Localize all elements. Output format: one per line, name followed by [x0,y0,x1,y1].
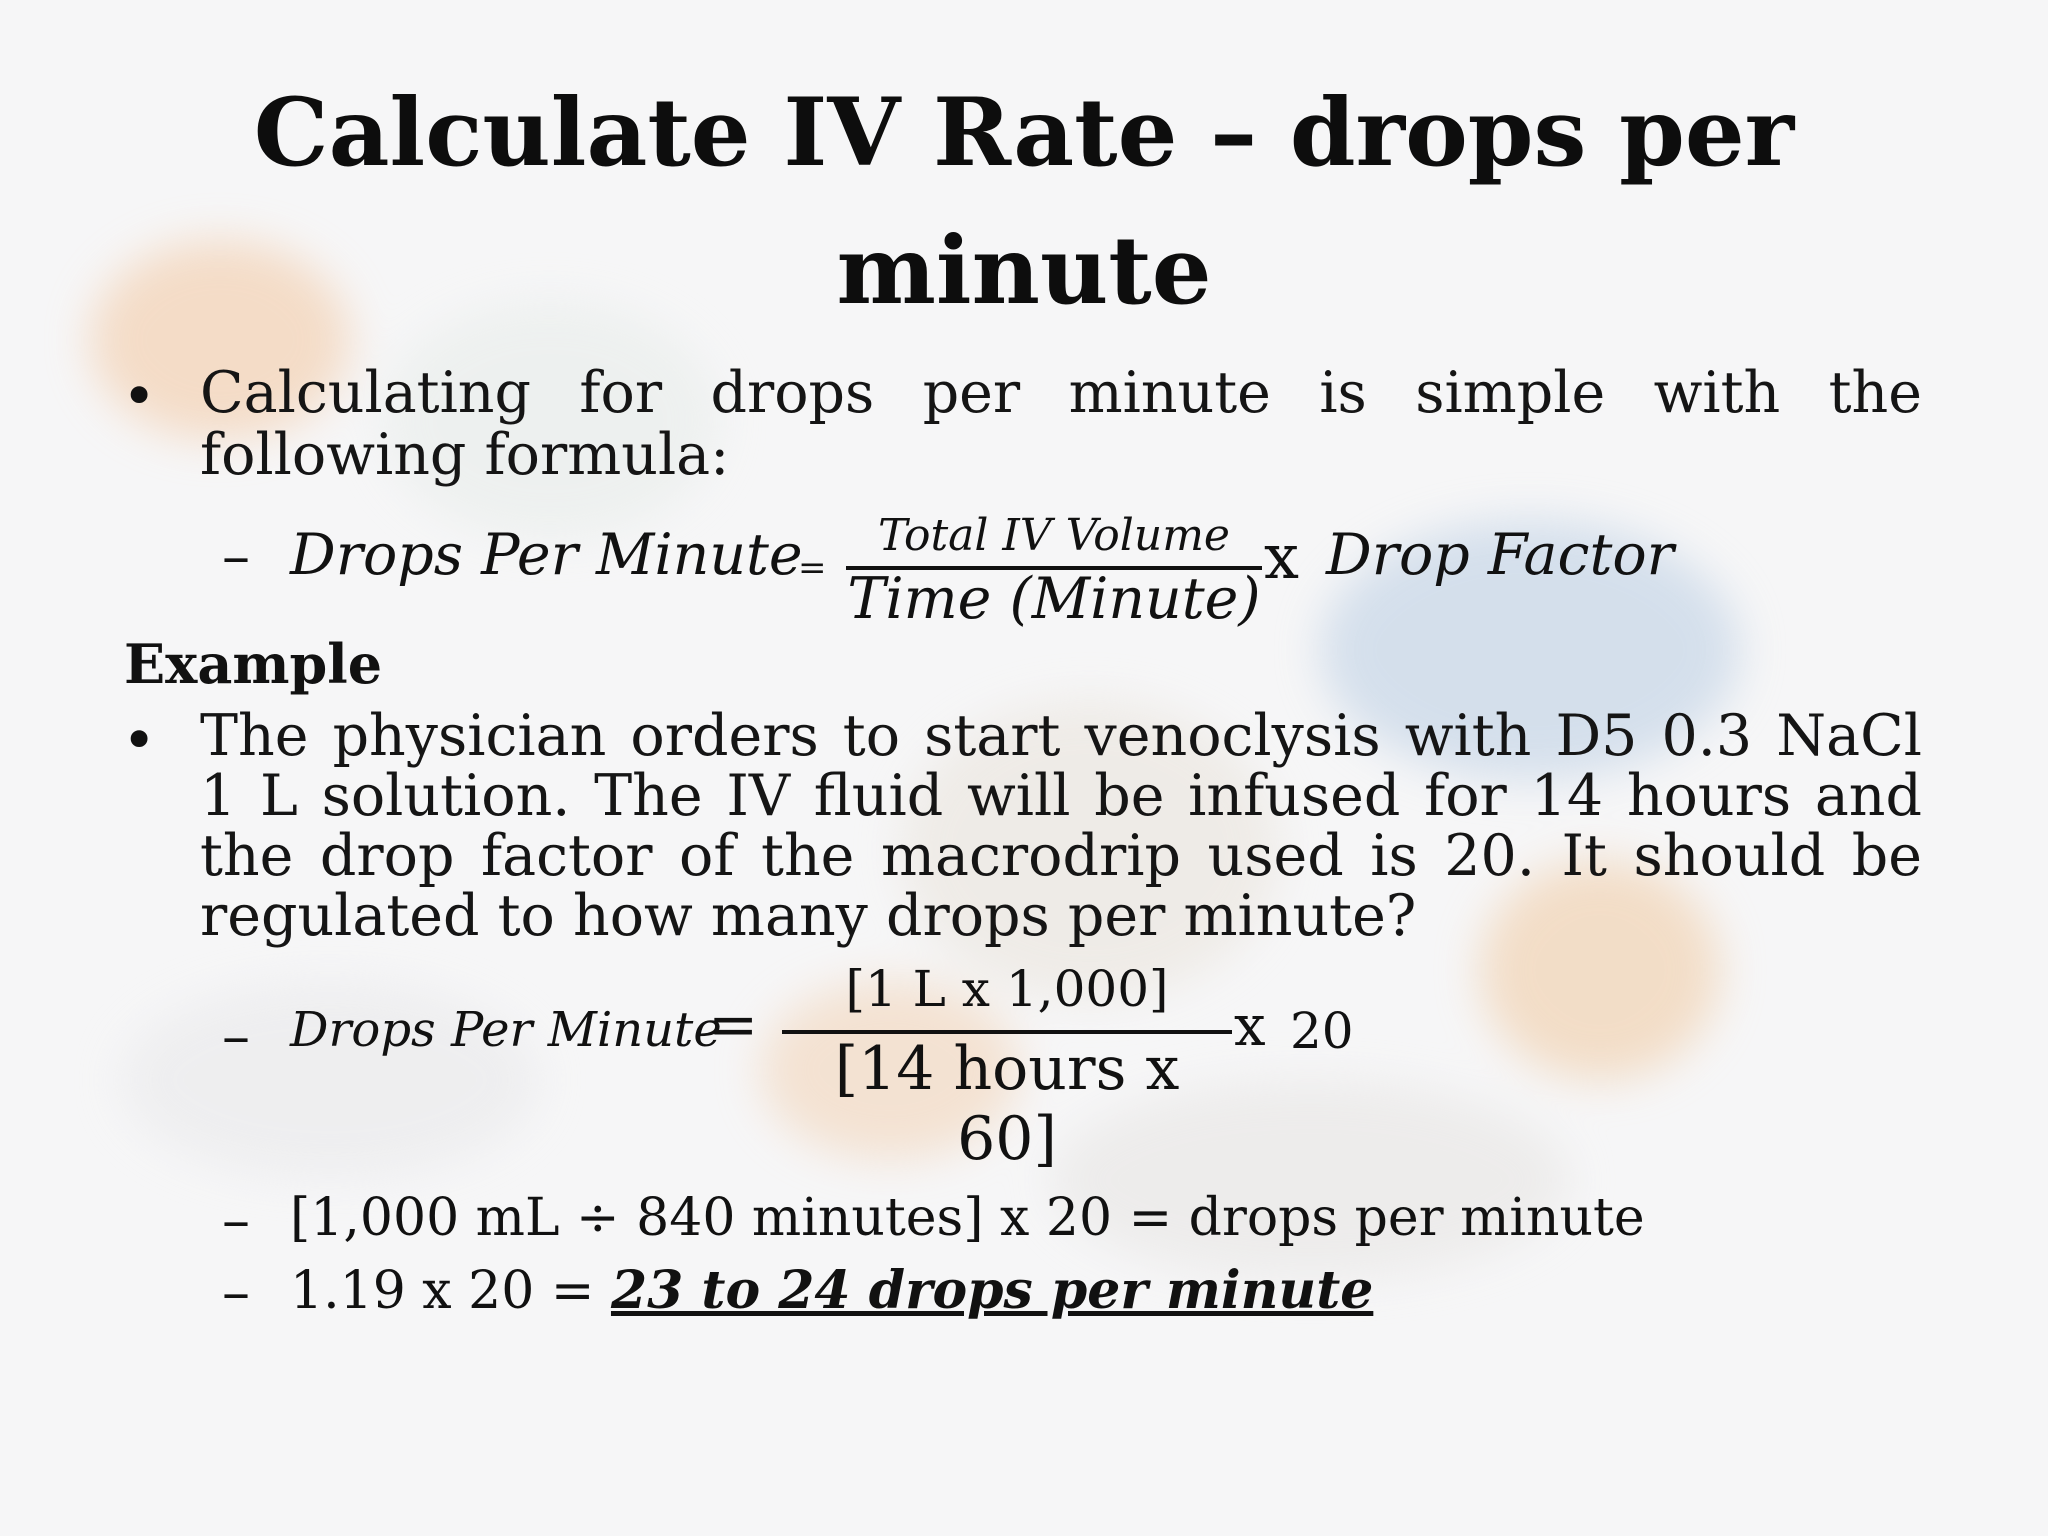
example-formula-lhs: Drops Per Minute [290,1002,722,1058]
formula-times: x [1264,520,1299,593]
intro-paragraph: Calculating for drops per minute is simple with the following formula: [200,360,1922,488]
step2-line [290,1260,1373,1321]
bullet-marker: • [122,362,157,430]
formula-equals: = [798,548,827,588]
example-heading: Example [124,632,383,696]
example-paragraph: The physician orders to start venoclysis with D5 0.3 NaCl 1 L solution. The IV fluid will be infused for 14 hours and the drop factor of the macrodrip used is 20. It should be regulated to how many drops per minute? [200,703,1922,949]
example-formula-dash: – [222,1004,250,1069]
step1-dash: – [222,1188,250,1253]
bullet-marker: • [122,706,157,774]
formula-lhs: Drops Per Minute [290,522,803,588]
step1-text: [1,000 mL ÷ 840 minutes] x 20 = drops per minute [290,1188,1645,1248]
step2-dash: – [222,1260,250,1325]
example-formula-factor: 20 [1290,1002,1354,1060]
formula-denominator: Time (Minute) [847,566,1261,632]
step2-prefix: 1.19 x 20 = [290,1261,611,1321]
example-formula-denominator: [14 hours x 60] [834,1034,1180,1174]
example-formula-equals: = [708,990,759,1060]
example-formula-times: x [1234,994,1266,1059]
slide-title: Calculate IV Rate – drops per minute [253,78,1795,326]
example-formula-numerator: [1 L x 1,000] [845,960,1169,1018]
formula-rhs: Drop Factor [1326,522,1674,588]
formula-dash: – [222,524,250,589]
answer-highlight: 23 to 24 drops per minute [610,1260,1374,1321]
formula-numerator: Total IV Volume [878,510,1230,561]
